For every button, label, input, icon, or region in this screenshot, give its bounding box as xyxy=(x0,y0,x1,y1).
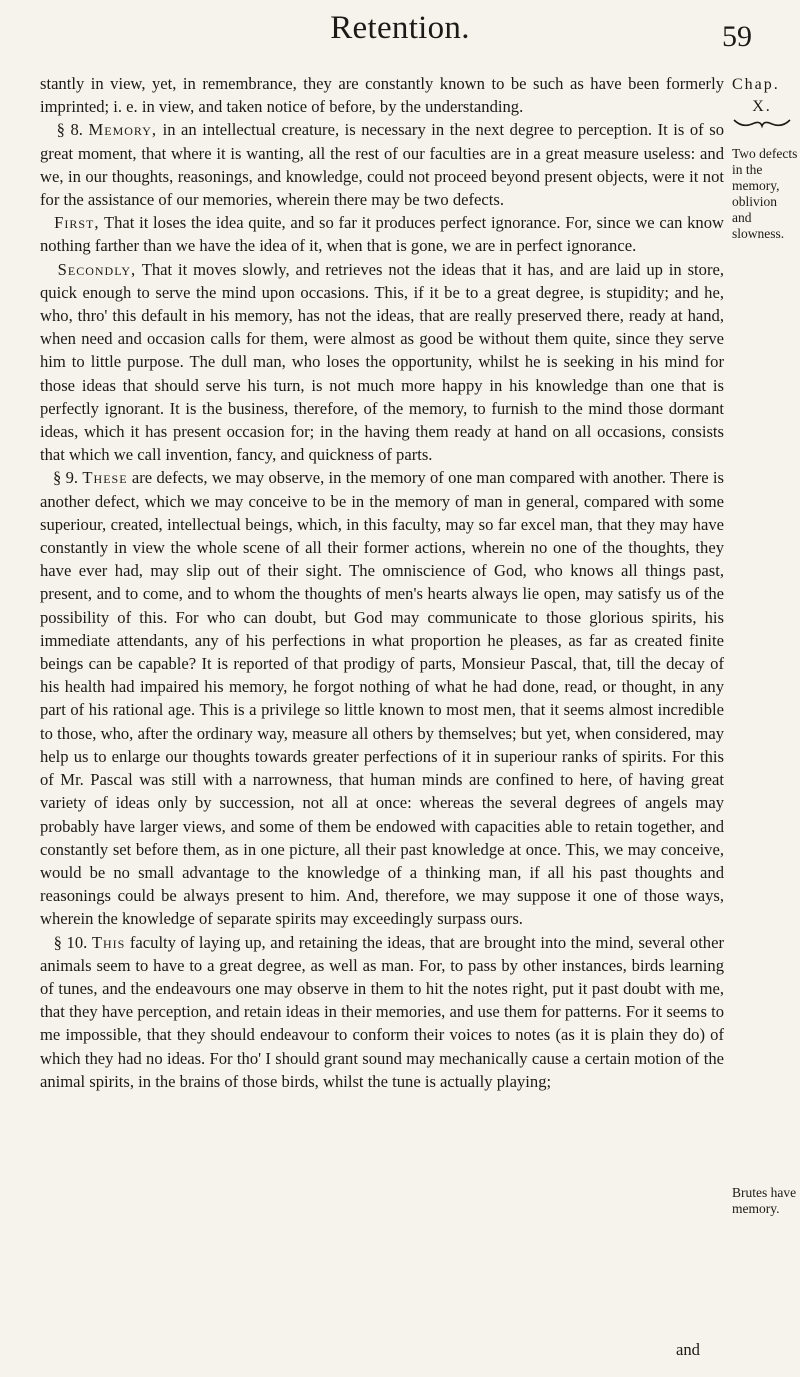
chapter-marker xyxy=(732,74,798,130)
section-number: § 9. xyxy=(52,468,79,488)
paragraph-5 xyxy=(40,466,724,930)
paragraph-4 xyxy=(40,258,724,467)
paragraph-text: That it moves slowly, and retrieves not the ideas that it has, and are laid up in store, quick enough to serve the mind upon occasions. This, if it be to a great degree, is stupidity; and he, who, thro' this default in his memory, has not the ideas, that are really preserved there, ready at hand, when need and occasion calls for them, were almost as good be without them quite, since they serve him to little purpose. The dull man, who loses the opportunity, whilst he is seeking in his mind for those ideas that should serve his turn, is not much more happy in his knowledge than one that is perfectly ignorant. It is the business, therefore, of the memory, to furnish to the mind those dormant ideas, which it has present occasion for; in the having them ready at hand on all occasions, consists that which we call invention, fancy, and quickness of parts. xyxy=(40,259,724,465)
lead-word: These xyxy=(82,468,128,488)
margin-note-brutes: Brutes have memory. xyxy=(732,1185,797,1216)
margin-note-defects: Two defects in the memory, oblivion and slowness. xyxy=(732,146,798,241)
paragraph-3 xyxy=(40,211,724,257)
paragraph-6 xyxy=(40,931,724,1093)
paragraph-1: stantly in view, yet, in remembrance, they are constantly known to be such as have been formerly imprinted; i. e. in view, and taken notice of before, by the understanding. xyxy=(40,74,724,117)
paragraph-text: in an intellectual creature, is necessary in the next degree to perception. It is of so great moment, that where it is wanting, all the rest of our faculties are in a great measure useless: and we, in our thoughts, reasonings, and knowledge, could not proceed beyond present objects, were it not for the assistance of our memories, wherein there may be two defects. xyxy=(40,120,724,210)
section-number: § 8. xyxy=(56,120,83,140)
lead-word: This xyxy=(91,932,126,952)
brace-ornament xyxy=(732,118,792,130)
paragraph-2 xyxy=(40,118,724,211)
lead-word: Memory, xyxy=(88,120,158,140)
paragraph-text: That it loses the idea quite, and so far it produces perfect ignorance. For, since we can know nothing farther than we have the idea of it, when that is gone, we are in perfect ignorance. xyxy=(40,213,724,256)
chapter-number: X. xyxy=(752,98,772,115)
lead-word: First, xyxy=(54,213,100,233)
page-number: 59 xyxy=(722,20,752,53)
running-title: Retention. xyxy=(330,10,470,46)
catchword: and xyxy=(676,1340,700,1359)
section-number: § 10. xyxy=(53,932,88,952)
lead-word: Secondly, xyxy=(57,259,137,279)
chapter-label: Chap. xyxy=(732,76,780,93)
paragraph-text: are defects, we may observe, in the memory of one man compared with another. There is another defect, which we may conceive to be in the memory of man in general, compared with some superiour, created, intellectual beings, which, in this faculty, may so far excel man, that they may have constantly in view the whole scene of all their former actions, wherein no one of the thoughts, they have ever had, may slip out of their sight. The omniscience of God, who knows all things past, present, and to come, and to whom the thoughts of men's hearts always lie open, may satisfy us of the possibility of this. For who can doubt, but God may communicate to those glorious spirits, his immediate attendants, any of his perfections in what proportion he pleases, as far as created finite beings can be capable? It is reported of that prodigy of parts, Monsieur Pascal, that, till the decay of his health had impaired his memory, he forgot nothing of what he had done, read, or thought, in any part of his rational age. This is a privilege so little known to most men, that it seems almost incredible to those, who, after the ordinary way, measure all others by themselves; but yet, when considered, may help us to enlarge our thoughts towards greater perfections of it in superiour ranks of spirits. For this of Mr. Pascal was still with a narrowness, that human minds are confined to here, of having great variety of ideas only by succession, not all at once: whereas the several degrees of angels may probably have larger views, and some of them be endowed with capacities able to retain together, and constantly set before them, as in one picture, all their past knowledge at once. This, we may conceive, would be no small advantage to the knowledge of a thinking man, if all his past thoughts and reasonings could be always present to him. And, therefore, we may suppose it one of those ways, wherein the knowledge of separate spirits may exceedingly surpass ours. xyxy=(40,468,724,929)
paragraph-text: faculty of laying up, and retaining the ideas, that are brought into the mind, several other animals seem to have to a great degree, as well as man. For, to pass by other instances, birds learning of tunes, and the endeavours one may observe in them to hit the notes right, put it past doubt with me, that they have perception, and retain ideas in their memories, and use them for patterns. For it seems to me impossible, that they should endeavour to conform their voices to notes (as it is plain they do) of which they had no ideas. For tho' I should grant sound may mechanically cause a certain motion of the animal spirits, in the brains of those birds, whilst the tune is actually playing; xyxy=(40,932,724,1091)
body-text xyxy=(40,72,724,1093)
